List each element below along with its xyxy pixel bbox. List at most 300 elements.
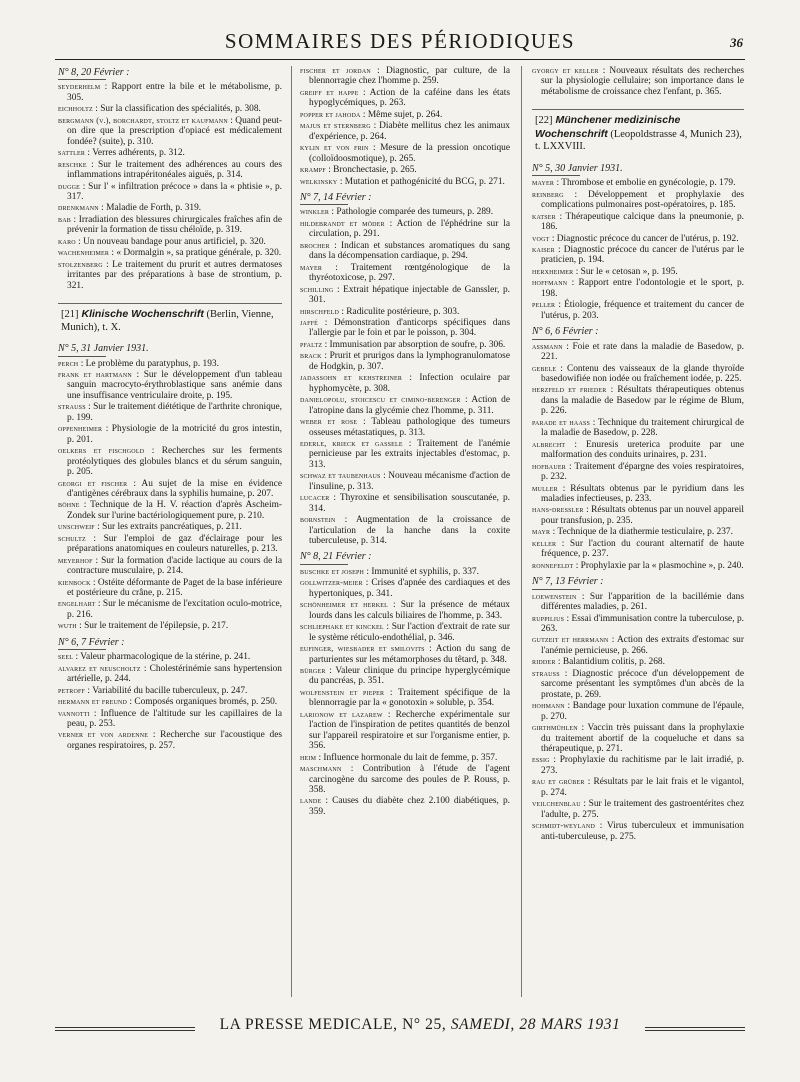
article-authors: hirschfeld (300, 306, 340, 316)
article-authors: schwaz et taubenhaus (300, 471, 381, 481)
article-entry (532, 267, 744, 277)
article-entry (532, 212, 744, 233)
article-title: : Recherche expérimentale sur l'action de l'inspiration de petites quantités de benzol sur l'appareil respiratoire et sur l'organisme entier, p. 356. (309, 709, 510, 752)
article-title: : Sur le traitement diététique de l'arthrite chronique, p. 199. (67, 402, 282, 423)
article-entry (532, 701, 744, 722)
article-title: : Traitement d'épargne des voies respiratoires, p. 232. (541, 461, 744, 483)
issue-heading: N° 8, 21 Février : (300, 552, 510, 564)
article-title: : Sur les extraits pancréatiques, p. 211. (94, 522, 242, 533)
article-entry (300, 351, 510, 372)
article-title: : Nouveaux résultats des recherches sur la physiologie cellulaire; son importance dans le métabolisme de croissance chez l'enfant, p. 365. (541, 66, 744, 97)
article-entry (300, 600, 510, 621)
journal-name: Klinische Wochenschrift (81, 308, 204, 321)
article-title: : Vaccin très puissant dans la prophylaxie du traitement abortif de la coqueluche et dans sa thérapeutique, p. 271. (541, 723, 744, 754)
article-authors: herzfeld et frieder (532, 385, 607, 395)
article-entry (532, 190, 744, 211)
article-title: : Développement et prophylaxie des complications pulmonaires post-opératoires, p. 185. (541, 189, 744, 211)
article-authors: hans-dressler (532, 505, 584, 515)
article-authors: dugge (58, 181, 80, 191)
article-authors: bab (58, 214, 71, 224)
article-authors: gebele (532, 363, 557, 373)
article-authors: wachenheimer (58, 248, 110, 258)
issue-heading: N° 5, 31 Janvier 1931. (58, 344, 282, 356)
article-entry (58, 424, 282, 445)
article-authors: ruppilius (532, 613, 565, 623)
article-title: : Verres adhérents, p. 312. (85, 148, 185, 159)
article-entry (300, 285, 510, 306)
article-authors: wolfenstein et pieper (300, 687, 385, 697)
article-authors: strauss (58, 402, 86, 412)
article-authors: fischer et jordan (300, 66, 371, 75)
article-entry (300, 177, 510, 187)
article-entry (300, 439, 510, 470)
article-title: : Sur le développement d'un tableau sanguin macrocyto-érythroblastique sans anémie dans une insuffisance ventriculaire droite, p. 195. (67, 369, 282, 401)
article-entry (532, 234, 744, 244)
article-entry (58, 148, 282, 158)
journal-details: (Berlin, Vienne, Munich), t. X. (61, 309, 274, 333)
article-entry (300, 241, 510, 262)
article-authors: ederle, krieck et gassele (300, 438, 403, 448)
article-authors: weber et rose (300, 417, 358, 427)
article-title: : Traitement spécifique de la blennorragie par la « gonotoxin » soluble, p. 354. (309, 687, 510, 709)
article-title: : Rapport entre la bile et le métabolisme, p. 305. (67, 82, 282, 103)
article-authors: kaiser (532, 245, 555, 255)
article-title: : Un nouveau bandage pour anus artificiel, p. 320. (75, 236, 266, 247)
article-entry (300, 764, 510, 795)
article-title: : Bandage pour luxation commune de l'épaule, p. 270. (541, 701, 744, 722)
article-entry (300, 373, 510, 394)
article-authors: vannotti (58, 708, 90, 718)
issue-heading: N° 8, 20 Février : (58, 68, 282, 80)
article-authors: buschke et joseph (300, 566, 365, 576)
article-entry (58, 370, 282, 401)
article-authors: hofbauer (532, 461, 566, 471)
article-title: : Sur la classification des spécialités, p. 308. (92, 104, 261, 115)
article-authors: hoffmann (532, 278, 568, 288)
article-entry (532, 799, 744, 820)
article-authors: karo (58, 236, 76, 246)
article-authors: albrecht (532, 439, 566, 449)
article-entry (532, 178, 744, 188)
article-entry (532, 777, 744, 798)
article-title: : Causes du diabète chez 2.100 diabétiques, p. 359. (309, 796, 510, 817)
article-title: : Résultats thérapeutiques obtenus dans la maladie de Basedow par le régime de Blum, p. 226. (541, 385, 744, 417)
article-title: : Virus tuberculeux et immunisation anti-tuberculeuse, p. 275. (541, 821, 744, 842)
article-entry (300, 417, 510, 438)
article-entry (58, 359, 282, 369)
article-authors: meyerhof (58, 555, 93, 565)
article-entry (58, 730, 282, 751)
article-authors: welkinsky (300, 176, 338, 186)
article-entry (58, 556, 282, 577)
article-authors: seel (58, 652, 74, 662)
article-entry (300, 263, 510, 284)
article-authors: bürger (300, 666, 326, 676)
footer-number: N° 25, (402, 1016, 447, 1033)
issue-heading: N° 6, 6 Février : (532, 327, 744, 339)
article-authors: engelhart (58, 599, 96, 609)
column-divider (291, 66, 292, 997)
article-title: : Traitement de l'anémie pernicieuse par les extraits injectables d'estomac, p. 313. (309, 438, 510, 470)
article-entry (532, 245, 744, 266)
article-entry (532, 418, 744, 439)
article-title: : Sur le traitement de l'épilepsie, p. 217. (76, 621, 229, 632)
article-title: : Technique du traitement chirurgical de la maladie de Basedow, p. 228. (541, 417, 744, 439)
article-authors: ridder (532, 657, 556, 667)
article-authors: kienbock (58, 577, 91, 587)
issue-heading: N° 7, 14 Février : (300, 193, 510, 205)
article-authors: schmidt-weyland (532, 821, 595, 831)
article-title: : Diagnostic, par culture, de la blennorragie chez l'homme p. 259. (309, 66, 510, 87)
article-title: : Même sujet, p. 264. (360, 109, 443, 120)
article-title: : Radiculite postérieure, p. 303. (339, 306, 460, 317)
issue-heading: N° 7, 13 Février : (532, 577, 744, 589)
article-title: : Sur le « cetosan », p. 195. (573, 266, 678, 277)
article-authors: seyderhelm (58, 82, 101, 92)
article-title: : Mesure de la pression oncotique (colloïdoosmotique), p. 265. (309, 143, 510, 164)
article-title: : Maladie de Forth, p. 319. (98, 203, 202, 214)
article-title: : Technique de la H. V. réaction d'après Ascheim-Zondek sur l'urine bactériologiquement pure, p. 210. (67, 500, 282, 521)
article-title: : Infection oculaire par hyphomycète, p. 308. (309, 373, 510, 394)
article-title: : Sur le mécanisme de l'excitation oculo-motrice, p. 216. (67, 599, 282, 620)
article-authors: frank et hartmann (58, 369, 132, 379)
article-authors: ronnefeldt (532, 560, 574, 570)
article-entry (532, 66, 744, 97)
article-authors: schliephake et kinckel (300, 622, 384, 632)
article-title: : Résultats obtenus par un nouvel appareil pour transfusion, p. 235. (541, 505, 744, 526)
article-title: : Recherche sur l'acoustique des organes respiratoires, p. 257. (67, 730, 282, 751)
article-entry (532, 385, 744, 416)
article-title: : Étiologie, fréquence et traitement du cancer de l'utérus, p. 203. (541, 300, 744, 321)
article-title: : Contenu des vaisseaux de la glande thyroïde basedowifiée non iodée ou fraîchement iodée, p. 225. (541, 363, 744, 385)
article-entry (532, 592, 744, 613)
article-entry (300, 493, 510, 514)
article-entry (58, 709, 282, 730)
article-entry (58, 116, 282, 147)
article-authors: winkler (300, 207, 330, 217)
article-entry (532, 527, 744, 537)
article-authors: hildebrandt et möder (300, 218, 385, 228)
article-entry (532, 505, 744, 526)
article-title: : Sur l'action d'extrait de rate sur le système réticulo-endothélial, p. 346. (309, 622, 510, 643)
article-authors: vogt (532, 233, 550, 243)
article-authors: girthmühlen (532, 723, 578, 733)
article-entry (532, 484, 744, 505)
article-entry (300, 567, 510, 577)
article-title: : Extrait hépatique injectable de Ganssler, p. 301. (309, 284, 510, 306)
article-title: : Résultats par le lait frais et le vigantol, p. 274. (541, 777, 744, 798)
article-entry (58, 479, 282, 500)
article-entry (300, 219, 510, 240)
article-authors: popper et jahoda (300, 109, 361, 119)
article-authors: unschweif (58, 522, 95, 532)
article-title: : Tableau pathologique des tumeurs osseuses métastatiques, p. 313. (309, 417, 510, 438)
article-authors: krampf (300, 165, 326, 175)
article-title: : Démonstration d'anticorps spécifiques dans l'allergie par le foin et par le poisson, p. 304. (309, 317, 510, 339)
article-authors: georgi et fischer (58, 478, 128, 488)
article-authors: herxheimer (532, 266, 574, 276)
article-title: : Ostéite déformante de Paget de la base inférieure et postérieure du crâne, p. 215. (67, 577, 282, 599)
article-entry (58, 82, 282, 103)
article-entry (300, 88, 510, 109)
article-authors: alvarez et neuscholtz (58, 663, 141, 673)
article-title: : Essai d'immunisation contre la tuberculose, p. 263. (541, 613, 744, 634)
article-title: : Influence hormonale du lait de femme, p. 357. (316, 752, 498, 763)
article-entry (58, 697, 282, 707)
article-title: : Le problème du paratyphus, p. 193. (78, 358, 219, 369)
article-title: : Sur l'action du courant alternatif de haute fréquence, p. 237. (541, 538, 744, 560)
article-authors: hermann et freund (58, 697, 128, 707)
article-authors: schultz (58, 533, 86, 543)
page-title: SOMMAIRES DES PÉRIODIQUES (224, 29, 576, 53)
article-title: : Physiologie de la motricité du gros intestin, p. 201. (67, 424, 282, 445)
article-entry (58, 446, 282, 477)
article-title: : Nouveau mécanisme d'action de l'insuline, p. 313. (309, 471, 510, 492)
article-entry (58, 522, 282, 532)
page-footer (55, 1011, 745, 1041)
journal-heading (532, 109, 744, 158)
article-entry (300, 395, 510, 416)
article-authors: pfaltz (300, 339, 323, 349)
article-authors: maschmann (300, 764, 342, 774)
footer-rule-left (55, 1027, 195, 1031)
article-entry (532, 821, 744, 842)
article-title: : Augmentation de la croissance de l'articulation de la hanche dans la coxite tuberculeuse, p. 314. (309, 515, 510, 547)
article-authors: reinberg (532, 189, 564, 199)
article-title: : Diagnostic précoce du cancer de l'utérus par le praticien, p. 194. (541, 245, 744, 266)
article-authors: mayer (300, 262, 323, 272)
article-entry (532, 300, 744, 321)
page-number: 36 (730, 35, 743, 50)
footer-text (205, 1016, 635, 1034)
article-title: : Variabilité du bacille tuberculeux, p. 247. (85, 685, 248, 696)
article-authors: lucacer (300, 493, 330, 503)
article-title: : Sur l'emploi de gaz d'éclairage pour les préparations anatomiques en couleurs naturelles, p. 213. (67, 533, 282, 555)
article-title: : Balantidium colitis, p. 268. (555, 657, 665, 668)
article-authors: perch (58, 358, 79, 368)
article-authors: larionow et lazarew (300, 709, 383, 719)
article-entry (58, 260, 282, 291)
article-title: : Mutation et pathogénicité du BCG, p. 271. (337, 176, 505, 187)
article-entry (532, 635, 744, 656)
article-authors: gyorgy et keller (532, 66, 599, 75)
article-authors: drenkmann (58, 203, 99, 213)
article-authors: jaffé (300, 317, 319, 327)
page-header (55, 27, 745, 60)
article-title: : Action du sang de parturientes sur les métamorphoses du têtard, p. 348. (309, 644, 510, 665)
article-authors: brack (300, 351, 322, 361)
article-entry (532, 364, 744, 385)
article-authors: brocher (300, 240, 330, 250)
article-title: : Action des extraits d'estomac sur l'anémie pernicieuse, p. 266. (541, 635, 744, 656)
article-title: : Action de l'atropine dans la glycémie chez l'homme, p. 311. (309, 395, 510, 416)
article-title: : Le traitement du prurit et autres dermatoses irritantes par des préparations à base de strontium, p. 321. (67, 259, 282, 291)
article-title: : Prurit et prurigos dans la lymphogranulomatose de Hodgkin, p. 307. (309, 351, 510, 372)
article-authors: greiff et happe (300, 87, 359, 97)
journal-name: Münchener medizinische Wochenschrift (535, 114, 681, 140)
journal-details: (Leopoldstrasse 4, Munich 23), t. LXXVIII. (535, 128, 742, 153)
footer-journal: LA PRESSE MEDICALE, (219, 1016, 398, 1033)
article-authors: wuth (58, 621, 77, 631)
article-title: : Valeur clinique du principe hyperglycémique du pancréas, p. 351. (309, 666, 510, 687)
article-title: : Recherches sur les ferments protéolytiques des globules blancs et du sérum sanguin, p. 205. (67, 446, 282, 478)
article-entry (300, 307, 510, 317)
article-title: : Indican et substances aromatiques du sang dans la décompensation cardiaque, p. 294. (309, 240, 510, 262)
article-authors: strauss (532, 668, 560, 678)
article-authors: reschke (58, 159, 87, 169)
article-entry (300, 710, 510, 752)
footer-year: 1931 (587, 1016, 621, 1033)
article-entry (58, 621, 282, 631)
article-title: : Cholestérinémie sans hypertension artérielle, p. 244. (67, 663, 282, 685)
article-authors: schilling (300, 284, 334, 294)
article-entry (58, 237, 282, 247)
article-authors: jadassohn et kehstreiner (300, 373, 403, 383)
article-entry (532, 440, 744, 461)
footer-date: 28 MARS (519, 1016, 583, 1033)
article-entry (58, 664, 282, 685)
article-authors: oelkers et fischgold (58, 446, 145, 456)
column-3 (532, 66, 744, 1000)
article-entry (58, 203, 282, 213)
article-title: : Traitement rœntgénologique de la thyréotoxicose, p. 297. (309, 262, 510, 284)
article-authors: peller (532, 300, 556, 310)
article-title: : Sur le traitement des adhérences au cours des inflammations intrapéritonéales aiguës, p. 314. (67, 159, 282, 181)
article-entry (532, 278, 744, 299)
article-title: : Quand peut-on dire que la prescription d'opiacé est médicalement fondée? (suite), p. 310. (67, 115, 282, 147)
journal-number: [22] (535, 115, 553, 127)
article-entry (300, 121, 510, 142)
article-authors: schönheimer et herkel (300, 600, 388, 610)
article-authors: rau et grüber (532, 777, 585, 787)
article-title: : Enuresis ureterica produite par une malformation des conduits urinaires, p. 231. (541, 439, 744, 461)
article-entry (532, 342, 744, 363)
article-title: : Rapport entre l'odontologie et le sport, p. 198. (541, 278, 744, 299)
article-entry (300, 515, 510, 546)
article-authors: sattler (58, 148, 86, 158)
article-entry (58, 578, 282, 599)
article-entry (58, 160, 282, 181)
column-divider (521, 66, 522, 997)
footer-rule-right (645, 1027, 745, 1031)
article-entry (58, 500, 282, 521)
article-title: : Thrombose et embolie en gynécologie, p. 179. (554, 178, 736, 189)
article-title: : Sur le traitement des gastroentérites chez l'adulte, p. 275. (541, 799, 744, 820)
article-authors: assmann (532, 341, 563, 351)
article-authors: danielopolu, stoicescu et cimino-berenger (300, 395, 461, 405)
issue-heading: N° 6, 7 Février : (58, 638, 282, 650)
article-title: : Foie et rate dans la maladie de Basedow, p. 221. (541, 341, 744, 363)
article-authors: muller (532, 483, 558, 493)
article-entry (532, 657, 744, 667)
article-authors: majus et sternberg (300, 121, 371, 131)
article-title: : Immunité et syphilis, p. 337. (364, 566, 479, 577)
article-title: : Bronchectasie, p. 265. (325, 165, 417, 176)
article-entry (300, 471, 510, 492)
article-entry (58, 599, 282, 620)
issue-heading: N° 5, 30 Janvier 1931. (532, 164, 744, 176)
article-title: : Sur l'apparition de la bacillémie dans différentes maladies, p. 261. (541, 591, 744, 613)
article-authors: gutzeit et herrmann (532, 635, 609, 645)
article-title: : Au sujet de la mise en évidence d'antigènes cérébraux dans la syphilis humaine, p. 207. (67, 478, 282, 499)
article-title: : Prophylaxie du rachitisme par le lait irradié, p. 273. (541, 755, 744, 776)
article-entry (300, 340, 510, 350)
article-entry (300, 110, 510, 120)
article-title: : Diagnostic précoce du cancer de l'utérus, p. 192. (549, 233, 739, 244)
article-entry (532, 755, 744, 776)
article-title: : « Dormalgin », sa pratique générale, p. 320. (109, 248, 282, 259)
article-entry (300, 753, 510, 763)
article-title: : Résultats obtenus par le pyridium dans les maladies infectieuses, p. 233. (541, 483, 744, 504)
article-entry (58, 402, 282, 423)
article-entry (532, 561, 744, 571)
article-authors: kylin et von frin (300, 143, 369, 153)
article-title: : Crises d'apnée des cardiaques et des hypertoniques, p. 341. (309, 578, 510, 599)
article-authors: bornstein (300, 515, 336, 525)
article-title: : Thyroxine et sensibilisation souscutanée, p. 314. (309, 493, 510, 514)
article-title: : Contribution à l'étude de l'agent carcinogène du sarcome des poules de P. Rouss, p. 358. (309, 764, 510, 795)
article-entry (300, 165, 510, 175)
article-entry (300, 578, 510, 599)
article-entry (58, 104, 282, 114)
article-entry (532, 462, 744, 483)
article-entry (300, 143, 510, 164)
article-authors: hohmann (532, 701, 565, 711)
article-authors: keller (532, 538, 557, 548)
article-authors: mayer (532, 178, 555, 188)
journal-heading (58, 303, 282, 338)
article-title: : Thérapeutique calcique dans la pneumonie, p. 186. (541, 211, 744, 233)
journal-number: [21] (61, 309, 79, 321)
article-entry (58, 215, 282, 236)
article-entry (300, 688, 510, 709)
article-title: : Valeur pharmacologique de la stérine, p. 241. (73, 652, 251, 663)
article-title: : Irradiation des blessures chirurgicales fraîches afin de prévenir la formation de tissu chéloïde, p. 319. (67, 214, 282, 236)
article-title: : Sur la présence de métaux lourds dans les calculs biliaires de l'homme, p. 343. (309, 600, 510, 621)
article-title: : Action de l'éphédrine sur la circulation, p. 291. (309, 218, 510, 240)
article-authors: bergmann (v.), borchardt, stoltz et kaufmann (58, 115, 228, 125)
article-authors: eichholtz (58, 104, 93, 114)
article-authors: eufinger, wiesbader et smilovits (300, 644, 425, 654)
article-entry (300, 644, 510, 665)
article-authors: essig (532, 755, 550, 765)
article-entry (300, 66, 510, 87)
article-authors: petroff (58, 685, 86, 695)
column-1 (58, 66, 282, 1000)
article-authors: böhne (58, 500, 80, 510)
article-entry (300, 622, 510, 643)
footer-day: SAMEDI, (450, 1016, 515, 1033)
article-entry (58, 652, 282, 662)
article-entry (300, 796, 510, 817)
column-2 (300, 66, 510, 1000)
article-entry (58, 534, 282, 555)
article-authors: lande (300, 796, 322, 806)
article-title: : Pathologie comparée des tumeurs, p. 289. (329, 207, 494, 218)
article-title: : Action de la caféine dans les états hypoglycémiques, p. 263. (309, 87, 510, 109)
article-authors: heim (300, 752, 317, 762)
article-entry (532, 669, 744, 700)
article-entry (532, 723, 744, 754)
article-authors: mayr (532, 527, 551, 537)
article-entry (300, 207, 510, 217)
article-entry (532, 539, 744, 560)
article-entry (532, 614, 744, 635)
article-entry (58, 248, 282, 258)
article-authors: stolzenberg (58, 259, 103, 269)
article-entry (300, 318, 510, 339)
article-authors: katser (532, 211, 556, 221)
